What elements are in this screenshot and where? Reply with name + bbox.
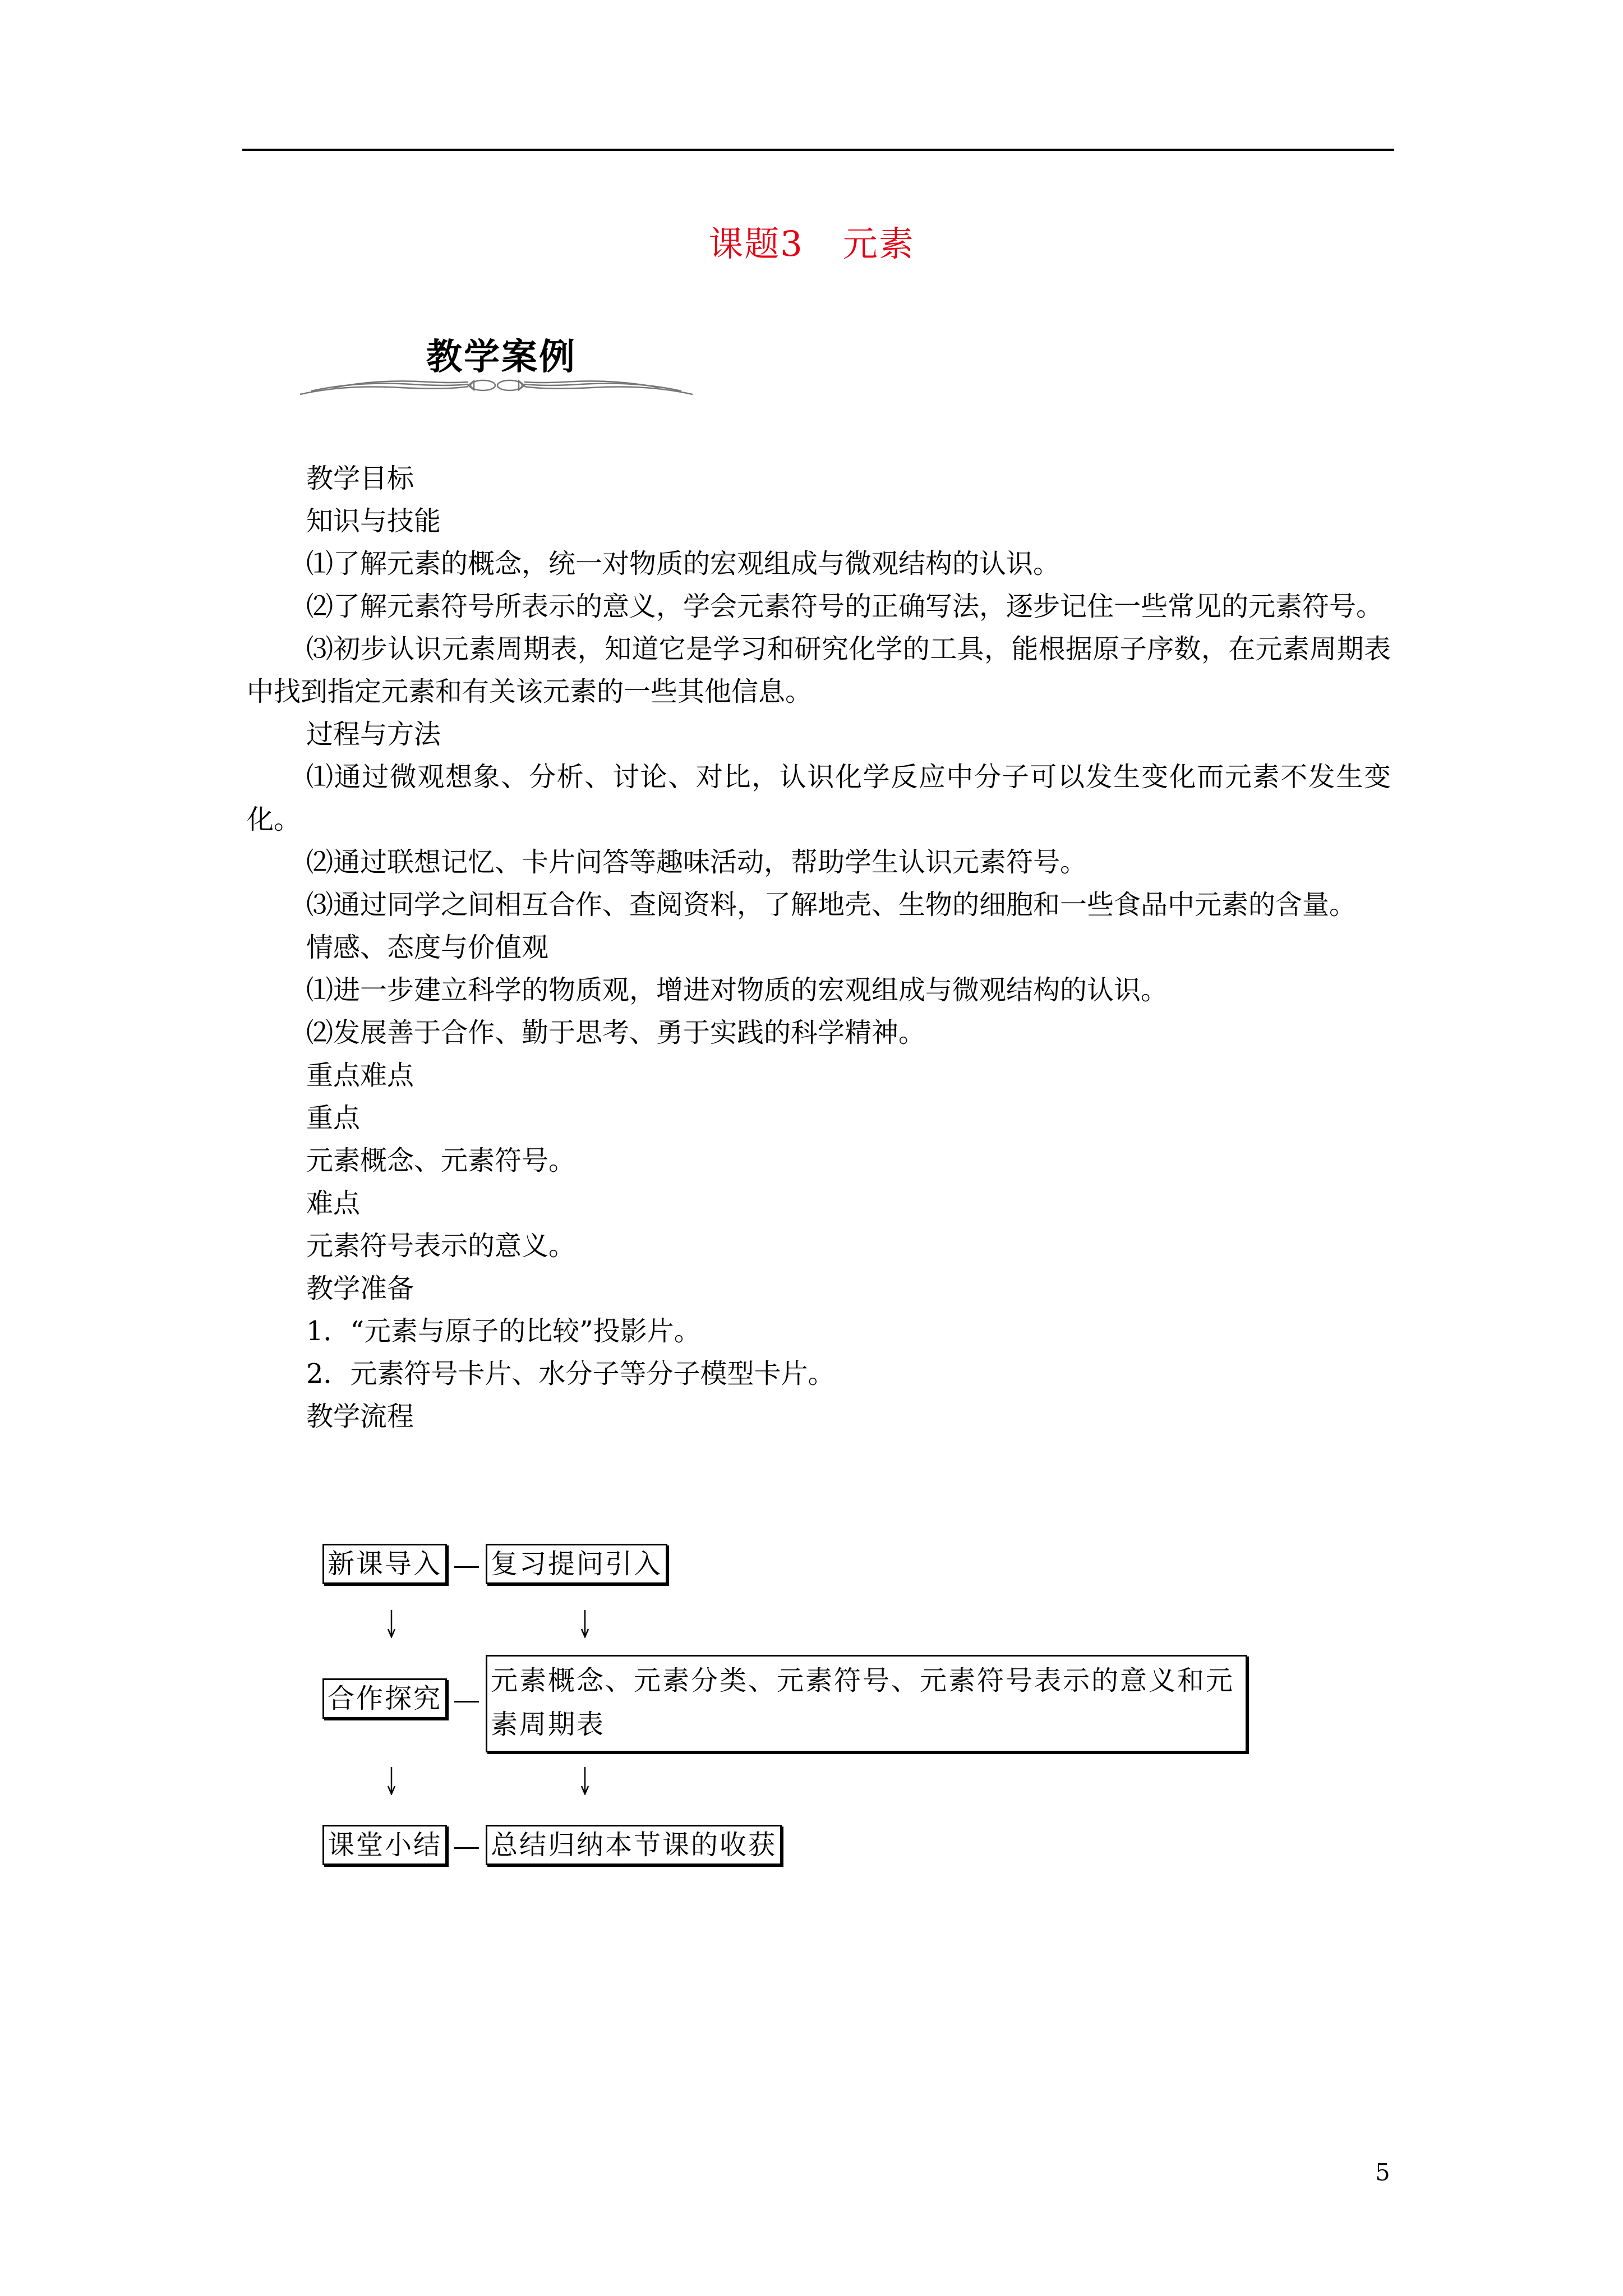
heading-knowledge-skills: 知识与技能 <box>306 505 441 537</box>
objective-item: ⑵了解元素符号所表示的意义，学会元素符号的正确写法，逐步记住一些常见的元素符号。 <box>306 591 1384 622</box>
down-arrow-icon <box>579 1610 591 1638</box>
heading-difficulties: 难点 <box>306 1188 361 1219</box>
objective-item: ⑶初步认识元素周期表，知道它是学习和研究化学的工具，能根据原子序数，在元素周期表中找到指定元素和有关该元素的一些其他信息。 <box>247 633 1391 707</box>
flow-step-explore: 合作探究 <box>322 1678 447 1719</box>
ornament-icon <box>300 373 693 401</box>
objective-item: ⑵通过联想记忆、卡片问答等趣味活动，帮助学生认识元素符号。 <box>306 846 1087 878</box>
objective-item: ⑶通过同学之间相互合作、查阅资料，了解地壳、生物的细胞和一些食品中元素的含量。 <box>306 889 1357 921</box>
heading-key-points: 重点 <box>306 1102 361 1134</box>
heading-attitudes-values: 情感、态度与价值观 <box>306 932 549 963</box>
down-arrow-icon <box>386 1610 397 1638</box>
preparation-item: 2．元素符号卡片、水分子等分子模型卡片。 <box>306 1358 835 1389</box>
header-rule <box>242 149 1394 151</box>
flow-connector <box>454 1847 479 1849</box>
preparation-item: 1．“元素与原子的比较”投影片。 <box>306 1315 701 1347</box>
heading-key-difficult: 重点难点 <box>306 1060 414 1091</box>
flow-connector <box>454 1566 479 1568</box>
flow-step-summary-detail: 总结归纳本节课的收获 <box>486 1825 782 1865</box>
section-heading-text: 教学案例 <box>426 337 577 378</box>
flow-step-intro: 新课导入 <box>322 1544 447 1584</box>
down-arrow-icon <box>579 1767 591 1795</box>
difficulties-text: 元素符号表示的意义。 <box>306 1230 576 1262</box>
flow-step-intro-detail: 复习提问引入 <box>486 1544 667 1584</box>
lesson-title <box>0 216 1623 266</box>
page-number: 5 <box>1375 2159 1390 2186</box>
objective-item: ⑵发展善于合作、勤于思考、勇于实践的科学精神。 <box>306 1017 926 1048</box>
lesson-number: 课题3 <box>708 223 804 264</box>
section-heading <box>300 323 693 412</box>
down-arrow-icon <box>386 1767 397 1795</box>
heading-teaching-flow: 教学流程 <box>306 1401 414 1432</box>
heading-process-methods: 过程与方法 <box>306 719 441 750</box>
heading-teaching-objectives: 教学目标 <box>306 463 414 494</box>
lesson-name: 元素 <box>842 223 915 264</box>
flow-step-summary: 课堂小结 <box>322 1825 447 1865</box>
key-points-text: 元素概念、元素符号。 <box>306 1145 576 1176</box>
objective-item: ⑴进一步建立科学的物质观，增进对物质的宏观组成与微观结构的认识。 <box>306 974 1168 1006</box>
objective-item: ⑴了解元素的概念，统一对物质的宏观组成与微观结构的认识。 <box>306 548 1061 579</box>
heading-preparation: 教学准备 <box>306 1273 414 1304</box>
flow-connector <box>454 1701 479 1703</box>
flow-step-explore-detail: 元素概念、元素分类、元素符号、元素符号表示的意义和元素周期表 <box>486 1655 1247 1752</box>
objective-item: ⑴通过微观想象、分析、讨论、对比，认识化学反应中分子可以发生变化而元素不发生变化。 <box>247 761 1391 835</box>
lesson-body <box>247 457 1391 1438</box>
